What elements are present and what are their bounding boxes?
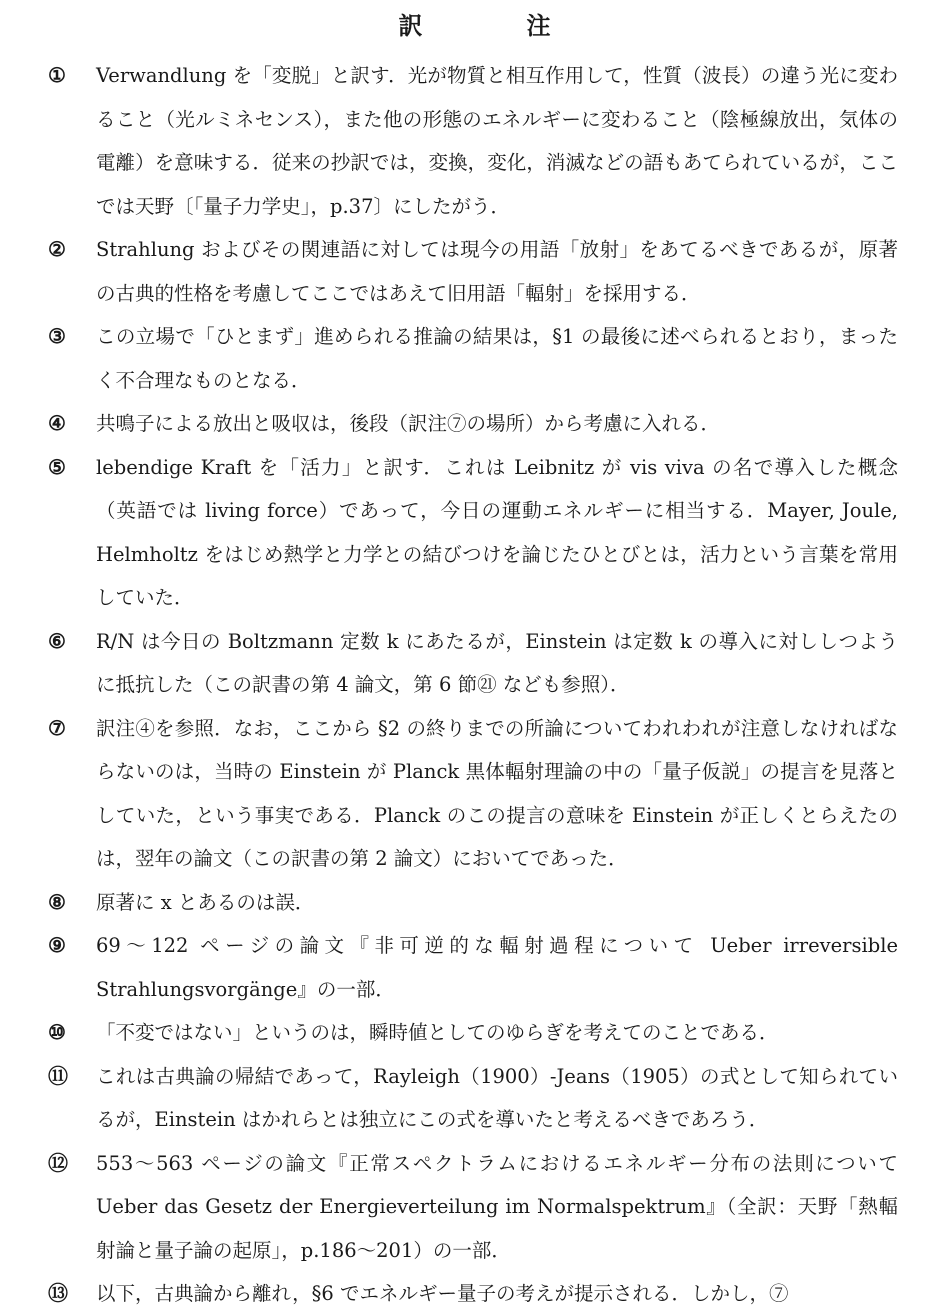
note-text: この立場で「ひとまず」進められる推論の結果は，§1 の最後に述べられるとおり，まったく不合理なものとなる． [96, 325, 898, 392]
note-number: ⑤ [48, 454, 66, 479]
note-number: ⑦ [48, 715, 66, 740]
note-text: 553～563 ページの論文『正常スペクトラムにおけるエネルギー分布の法則について Ueber das Gesetz der Energieverteilung im Normalspektrum』（全訳：天野「熱輻射論と量子論の起原」，p.186～201）の一部． [96, 1151, 898, 1262]
note-text: Verwandlung を「変脱」と訳す．光が物質と相互作用して，性質（波長）の違う光に変わること（光ルミネセンス），また他の形態のエネルギーに変わること（陰極線放出，気体の電離）を意味する．従来の抄訳では，変換，変化，消滅などの語もあてられているが，ここでは天野〔「量子力学史」，p.37〕にしたがう． [96, 64, 898, 218]
translator-notes-list [48, 54, 898, 1316]
note-1 [48, 54, 898, 228]
note-text: R/N は今日の Boltzmann 定数 k にあたるが，Einstein は定数 k の導入に対ししつように抵抗した（この訳書の第 4 論文，第 6 節㉑ なども参照）． [96, 629, 898, 696]
note-3 [48, 315, 898, 402]
note-6 [48, 620, 898, 707]
note-text: 原著に x とあるのは誤． [96, 890, 315, 914]
note-number: ⑪ [48, 1063, 68, 1088]
note-text: 共鳴子による放出と吸収は，後段（訳注⑦の場所）から考慮に入れる． [96, 412, 721, 435]
note-8 [48, 881, 898, 925]
note-13 [48, 1272, 898, 1316]
note-number: ⑫ [48, 1150, 68, 1175]
page-title: 訳 注 [398, 11, 591, 40]
note-text: 「不変ではない」というのは，瞬時値としてのゆらぎを考えてのことである． [96, 1021, 779, 1044]
note-text: Strahlung およびその関連語に対しては現今の用語「放射」をあてるべきであるが，原著の古典的性格を考慮してここではあえて旧用語「輻射」を採用する． [96, 238, 898, 305]
note-text: 以下，古典論から離れ，§6 でエネルギー量子の考えが提示される．しかし，⑦ [96, 1282, 789, 1305]
note-number: ⑩ [48, 1020, 66, 1044]
note-number: ⑬ [48, 1281, 68, 1305]
note-5 [48, 446, 898, 620]
note-number: ⑥ [48, 628, 66, 653]
note-text: lebendige Kraft を「活力」と訳す．これは Leibnitz が vis viva の名で導入した概念（英語では living force）であって，今日の運動エネルギーに相当する．Mayer, Joule, Helmholtz をはじめ熱学と力学との結びつけを論じたひとびとは，活力という言葉を常用していた． [96, 455, 898, 609]
note-10 [48, 1011, 898, 1055]
note-11 [48, 1055, 898, 1142]
note-text: 69～122 ページの論文『非可逆的な輻射過程について Ueber irreversible Strahlungsvorgänge』の一部． [96, 934, 898, 1001]
note-number: ③ [48, 324, 66, 348]
note-number: ⑨ [48, 933, 66, 957]
note-number: ④ [48, 411, 66, 435]
note-2 [48, 228, 898, 315]
note-number: ⑧ [48, 889, 66, 914]
note-4 [48, 402, 898, 446]
note-7 [48, 707, 898, 881]
note-9 [48, 924, 898, 1011]
note-12 [48, 1142, 898, 1273]
note-text: これは古典論の帰結であって，Rayleigh（1900）-Jeans（1905）の式として知られているが，Einstein はかれらとは独立にこの式を導いたと考えるべきであろう． [96, 1064, 898, 1131]
note-number: ② [48, 237, 66, 261]
note-number: ① [48, 63, 66, 87]
note-text: 訳注④を参照．なお，ここから §2 の終りまでの所論についてわれわれが注意しなければならないのは，当時の Einstein が Planck 黒体輻射理論の中の「量子仮説」の提言を見落としていた，という事実である．Planck のこの提言の意味を Einstein が正しくとらえたのは，翌年の論文（この訳書の第 2 論文）においてであった． [96, 716, 898, 870]
